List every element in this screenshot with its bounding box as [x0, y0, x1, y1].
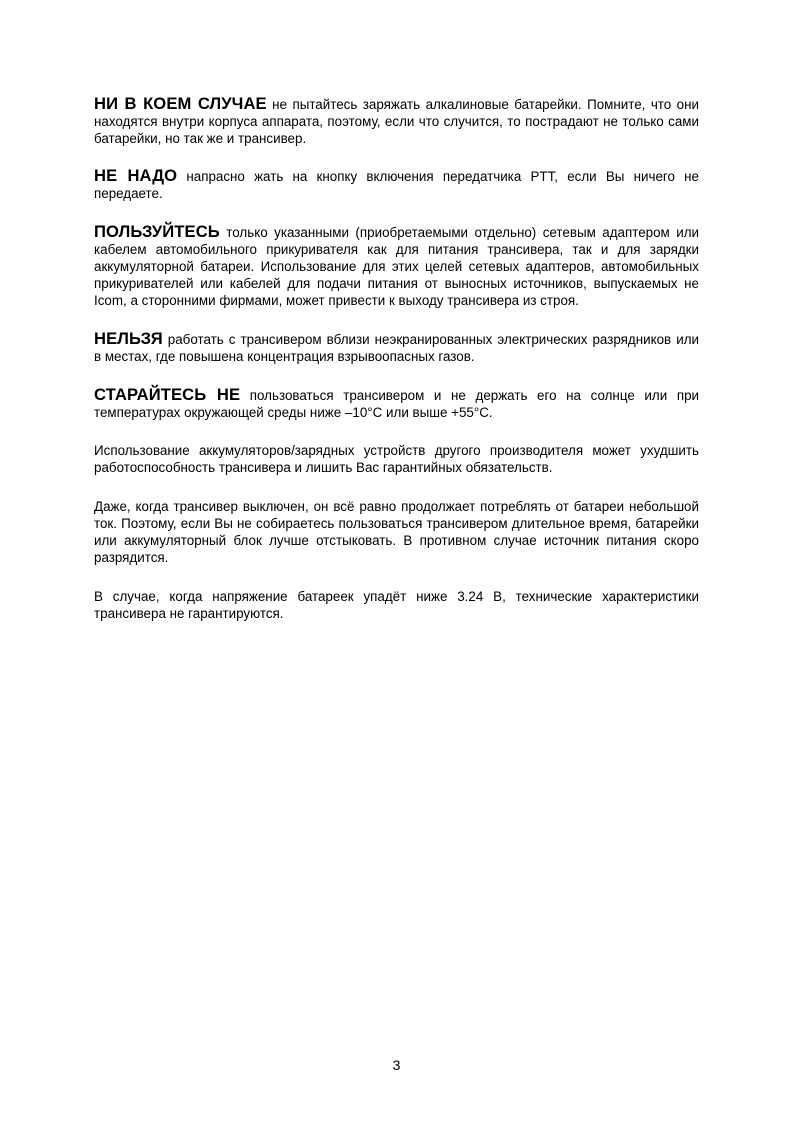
- page-number: 3: [392, 1057, 401, 1073]
- warning-lead: ПОЛЬЗУЙТЕСЬ: [94, 222, 220, 241]
- note-paragraph-third-party: [94, 442, 699, 476]
- warning-paragraph-adapter: [94, 223, 699, 309]
- warning-paragraph-alkaline: [94, 95, 699, 147]
- paragraph-text: Использование аккумуляторов/зарядных устройств другого производителя может ухудшить работоспособность трансивера и лишить Вас гарантийных обязательств.: [94, 443, 699, 475]
- warning-paragraph-temperature: [94, 386, 699, 421]
- paragraph-text: В случае, когда напряжение батареек упадёт ниже 3.24 В, технические характеристики трансивера не гарантируются.: [94, 589, 699, 621]
- note-paragraph-low-voltage: [94, 588, 699, 622]
- note-paragraph-standby-drain: [94, 498, 699, 566]
- page-body: [94, 95, 699, 622]
- warning-paragraph-explosive: [94, 330, 699, 365]
- paragraph-text: не пытайтесь заряжать алкалиновые батарейки. Помните, что они находятся внутри корпуса аппарата, поэтому, если что случится, то пострадают не только сами батарейки, но так же и трансивер.: [94, 97, 700, 146]
- warning-lead: СТАРАЙТЕСЬ НЕ: [94, 385, 241, 404]
- warning-paragraph-ptt: [94, 167, 699, 202]
- paragraph-text: Даже, когда трансивер выключен, он всё равно продолжает потреблять от батареи небольшой ток. Поэтому, если Вы не собираетесь пользоваться трансивером длительное время, батарейки или аккумуляторный блок лучше отстыковать. В противном случае источник питания скоро разрядится.: [94, 499, 699, 565]
- warning-lead: НЕ НАДО: [94, 166, 178, 185]
- paragraph-text: пользоваться трансивером и не держать его на солнце или при температурах окружающей среды ниже –10°C или выше +55°C.: [94, 388, 699, 420]
- warning-lead: НИ В КОЕМ СЛУЧАЕ: [94, 94, 267, 113]
- paragraph-text: напрасно жать на кнопку включения передатчика PTT, если Вы ничего не передаете.: [94, 169, 699, 201]
- paragraph-text: только указанными (приобретаемыми отдельно) сетевым адаптером или кабелем автомобильного прикуривателя как для питания трансивера, так и для зарядки аккумуляторной батареи. Использование для этих целей сетевых адаптеров, автомобильных прикуривателей или кабелей для подачи питания от выносных источников, выпускаемых не Icom, а сторонними фирмами, может привести к выходу трансивера из строя.: [94, 225, 699, 308]
- warning-lead: НЕЛЬЗЯ: [94, 329, 163, 348]
- paragraph-text: работать с трансивером вблизи неэкранированных электрических разрядников или в местах, где повышена концентрация взрывоопасных газов.: [94, 332, 699, 364]
